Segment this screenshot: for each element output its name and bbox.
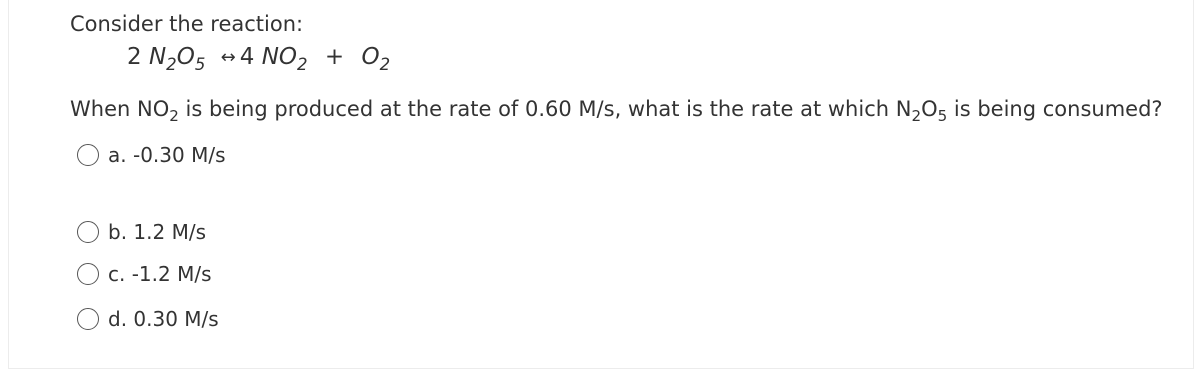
- answer-option-c-label: c. -1.2 M/s: [108, 262, 212, 286]
- reactant-coefficient: 2: [127, 44, 142, 70]
- equilibrium-arrow-icon: ↔: [220, 47, 236, 68]
- radio-button-c[interactable]: [77, 263, 99, 285]
- product1-subscript: 2: [297, 54, 308, 74]
- answer-option-c[interactable]: [77, 260, 212, 288]
- radio-button-b[interactable]: [77, 221, 99, 243]
- product2-formula: O: [361, 44, 380, 70]
- reaction-prompt: Consider the reaction:: [70, 12, 304, 36]
- question-subscript-1: 2: [169, 107, 179, 126]
- product1-formula: NO: [261, 44, 298, 70]
- answer-option-b[interactable]: [77, 218, 206, 246]
- answer-option-a-label: a. -0.30 M/s: [108, 143, 226, 167]
- product1-coefficient: 4: [239, 44, 255, 70]
- answer-option-d-label: d. 0.30 M/s: [108, 307, 219, 331]
- reactant-formula-o: O: [176, 44, 195, 70]
- reactant-subscript-n: 2: [166, 54, 177, 74]
- question-part-4: is being consumed?: [947, 97, 1163, 121]
- product2-subscript: 2: [379, 54, 391, 74]
- reaction-equation: [127, 42, 390, 74]
- question-subscript-2: 2: [911, 107, 922, 126]
- question-part-2: is being produced at the rate of 0.60 M/s, what is the rate at which N: [178, 97, 912, 121]
- question-part-1: When NO: [70, 97, 170, 121]
- radio-button-a[interactable]: [77, 144, 99, 166]
- radio-button-d[interactable]: [77, 308, 99, 330]
- reactant-subscript-o: 5: [194, 54, 206, 74]
- plus-sign: +: [324, 44, 345, 70]
- answer-option-b-label: b. 1.2 M/s: [108, 220, 206, 244]
- answer-option-d[interactable]: [77, 305, 219, 333]
- question-card: [8, 0, 1194, 369]
- question-subscript-3: 5: [937, 107, 948, 126]
- question-text: [70, 95, 1163, 126]
- question-part-3: O: [921, 97, 938, 121]
- reactant-formula-n: N: [148, 44, 167, 70]
- answer-option-a[interactable]: [77, 141, 226, 169]
